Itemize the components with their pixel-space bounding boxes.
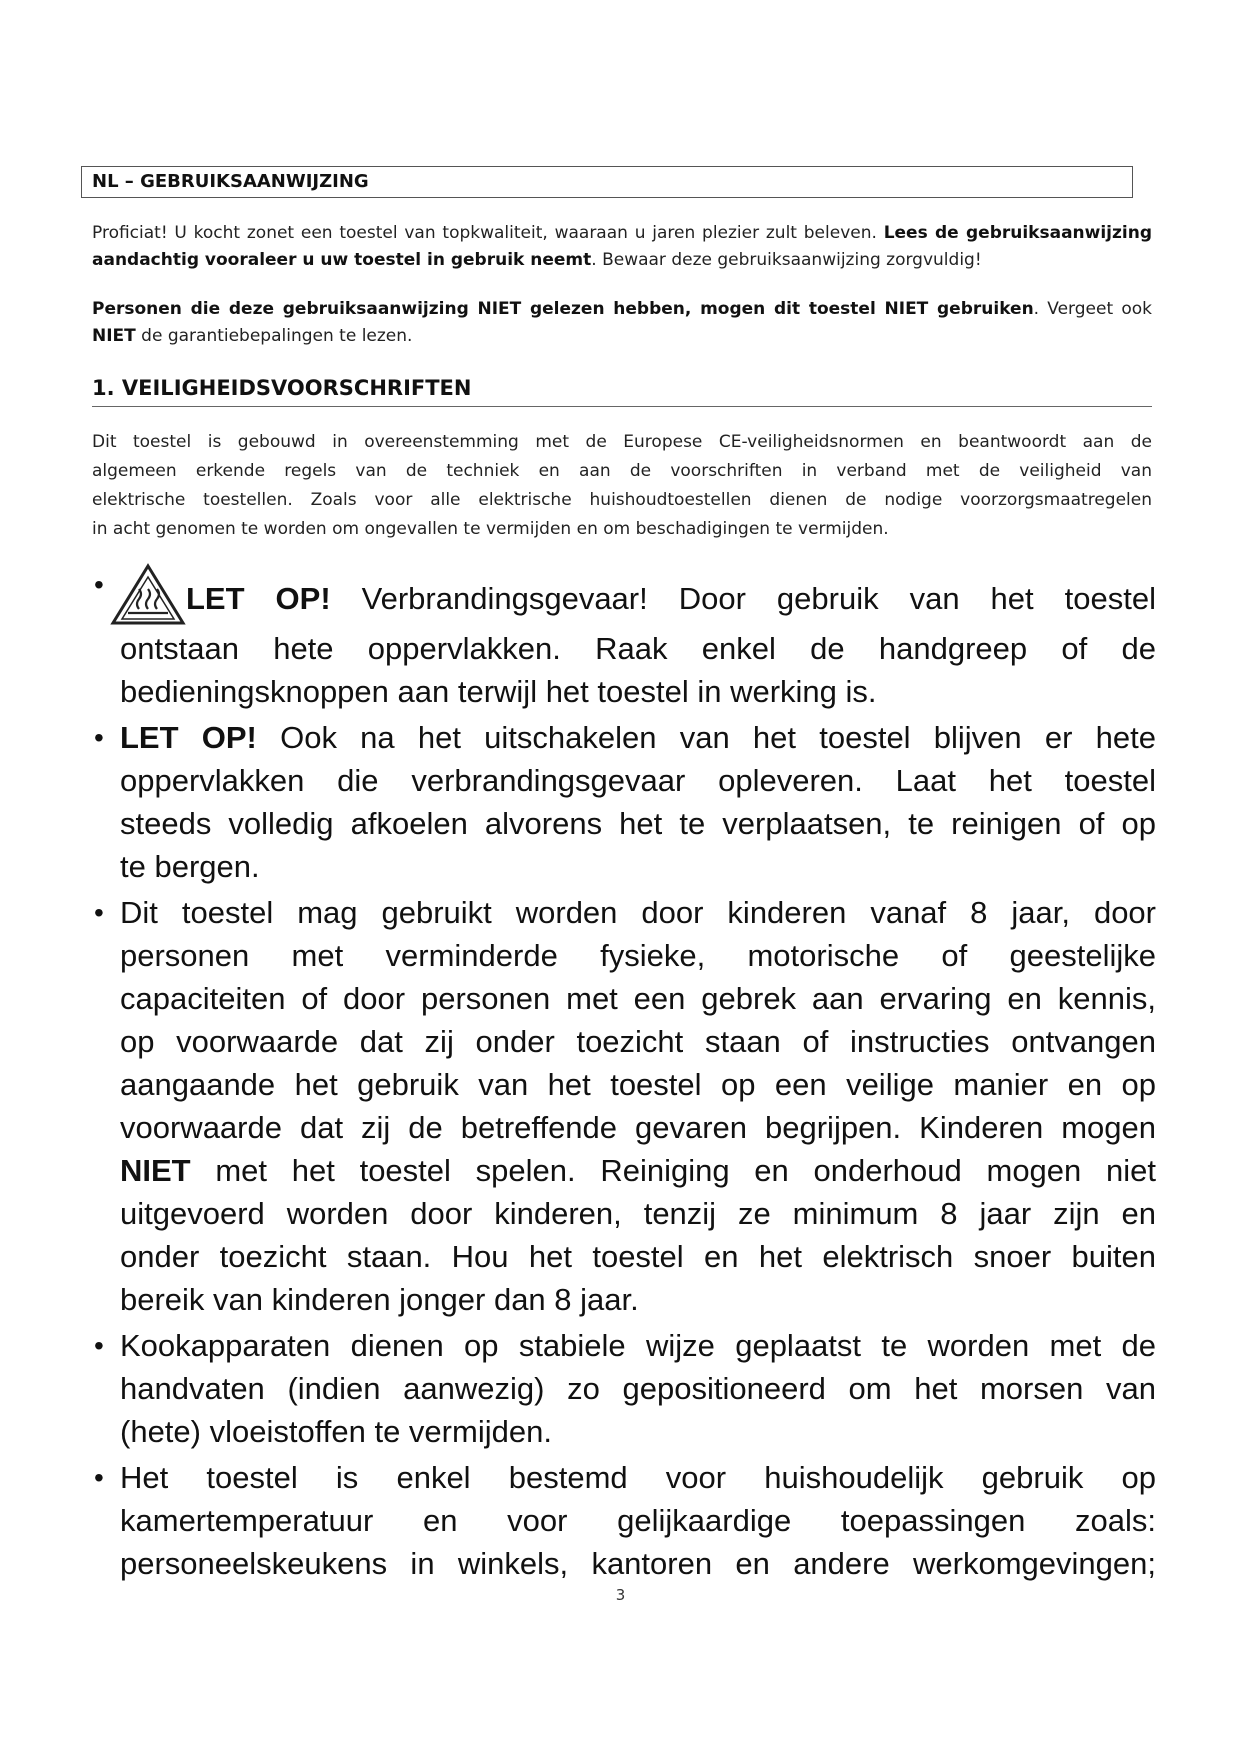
bullet-text: oppervlakken die verbrandingsgevaar opleveren. Laat het toestel (120, 763, 1156, 798)
paragraph-line: elektrische toestellen. Zoals voor alle elektrische huishoudtoestellen dienen de nodige voorzorgsmaatregelen (92, 490, 1152, 510)
section-header-box (81, 166, 1133, 198)
list-item (92, 1324, 1156, 1453)
bullet-text: personen met verminderde fysieke, motorische of geestelijke (120, 938, 1156, 973)
list-item (92, 563, 1156, 713)
niet-bold: NIET (120, 1153, 191, 1188)
paragraph-line: in acht genomen te worden om ongevallen te vermijden en om beschadigingen te vermijden. (92, 519, 889, 539)
section-heading: 1. VEILIGHEIDSVOORSCHRIFTEN (92, 373, 1152, 407)
list-item (92, 716, 1156, 888)
bullet-dot: • (94, 1462, 104, 1493)
bullet-dot: • (94, 897, 104, 928)
bullet-dot: • (94, 1330, 104, 1361)
warning-label: LET OP! (120, 720, 257, 755)
bullet-text: (hete) vloeistoffen te vermijden. (120, 1414, 552, 1449)
paragraph-line: Dit toestel is gebouwd in overeenstemming met de Europese CE-veiligheidsnormen en beantwoordt aan de (92, 432, 1152, 452)
intro-text-end: . Bewaar deze gebruiksaanwijzing zorgvuldig! (591, 250, 982, 270)
bullet-text: personeelskeukens in winkels, kantoren en andere werkomgevingen; (120, 1546, 1156, 1581)
intro-text: Proficiat! U kocht zonet een toestel van topkwaliteit, waaraan u jaren plezier zult beleven. (92, 223, 877, 243)
bullet-text: Ook na het uitschakelen van het toestel blijven er hete (256, 720, 1156, 755)
bullet-text: uitgevoerd worden door kinderen, tenzij ze minimum 8 jaar zijn en (120, 1196, 1156, 1231)
safety-paragraph (92, 428, 1152, 544)
bullet-text: op voorwaarde dat zij onder toezicht staan of instructies ontvangen (120, 1024, 1156, 1059)
hot-surface-warning-icon (110, 563, 186, 627)
document-title: NL – GEBRUIKSAANWIJZING (92, 171, 369, 192)
bullet-text: aangaande het gebruik van het toestel op een veilige manier en op (120, 1067, 1156, 1102)
bullet-text: Kookapparaten dienen op stabiele wijze geplaatst te worden met de (120, 1328, 1156, 1363)
intro-text-end: de garantiebepalingen te lezen. (135, 326, 413, 346)
list-item (92, 1456, 1156, 1585)
bullet-text: handvaten (indien aanwezig) zo gepositioneerd om het morsen van (120, 1371, 1156, 1406)
safety-bullet-list (92, 563, 1156, 1588)
bullet-text: ontstaan hete oppervlakken. Raak enkel de handgreep of de (120, 631, 1156, 666)
bullet-text: steeds volledig afkoelen alvorens het te verplaatsen, te reinigen of op (120, 806, 1156, 841)
bullet-text: bereik van kinderen jonger dan 8 jaar. (120, 1282, 639, 1317)
bullet-text: capaciteiten of door personen met een gebrek aan ervaring en kennis, (120, 981, 1156, 1016)
bullet-dot: • (94, 569, 104, 600)
intro-bold-text: Lees de gebruiksaanwijzing aandachtig vooraleer u uw toestel in gebruik neemt (92, 223, 1152, 270)
bullet-text: Dit toestel mag gebruikt worden door kinderen vanaf 8 jaar, door (120, 895, 1156, 930)
bullet-text: onder toezicht staan. Hou het toestel en het elektrisch snoer buiten (120, 1239, 1156, 1274)
bullet-text: voorwaarde dat zij de betreffende gevaren begrijpen. Kinderen mogen (120, 1110, 1156, 1145)
bullet-text: Verbrandingsgevaar! Door gebruik van het toestel (330, 581, 1156, 616)
bullet-text: Het toestel is enkel bestemd voor huishoudelijk gebruik op (120, 1460, 1156, 1495)
bullet-dot: • (94, 722, 104, 753)
bullet-text: te bergen. (120, 849, 260, 884)
bullet-text: met het toestel spelen. Reiniging en onderhoud mogen niet (190, 1153, 1156, 1188)
intro-warning-bold: Personen die deze gebruiksaanwijzing NIET gelezen hebben, mogen dit toestel NIET gebruiken (92, 299, 1034, 319)
intro-paragraph-2 (92, 296, 1152, 350)
paragraph-line: algemeen erkende regels van de techniek en aan de voorschriften in verband met de veiligheid van (92, 461, 1152, 481)
intro-paragraph-1 (92, 220, 1152, 274)
bullet-text: kamertemperatuur en voor gelijkaardige toepassingen zoals: (120, 1503, 1156, 1538)
list-item (92, 891, 1156, 1321)
bullet-text: bedieningsknoppen aan terwijl het toestel in werking is. (120, 674, 877, 709)
warning-label: LET OP! (186, 581, 331, 616)
intro-niet-bold: NIET (92, 326, 136, 346)
page-number: 3 (615, 1586, 626, 1604)
intro-text: . Vergeet ook (1033, 299, 1152, 319)
